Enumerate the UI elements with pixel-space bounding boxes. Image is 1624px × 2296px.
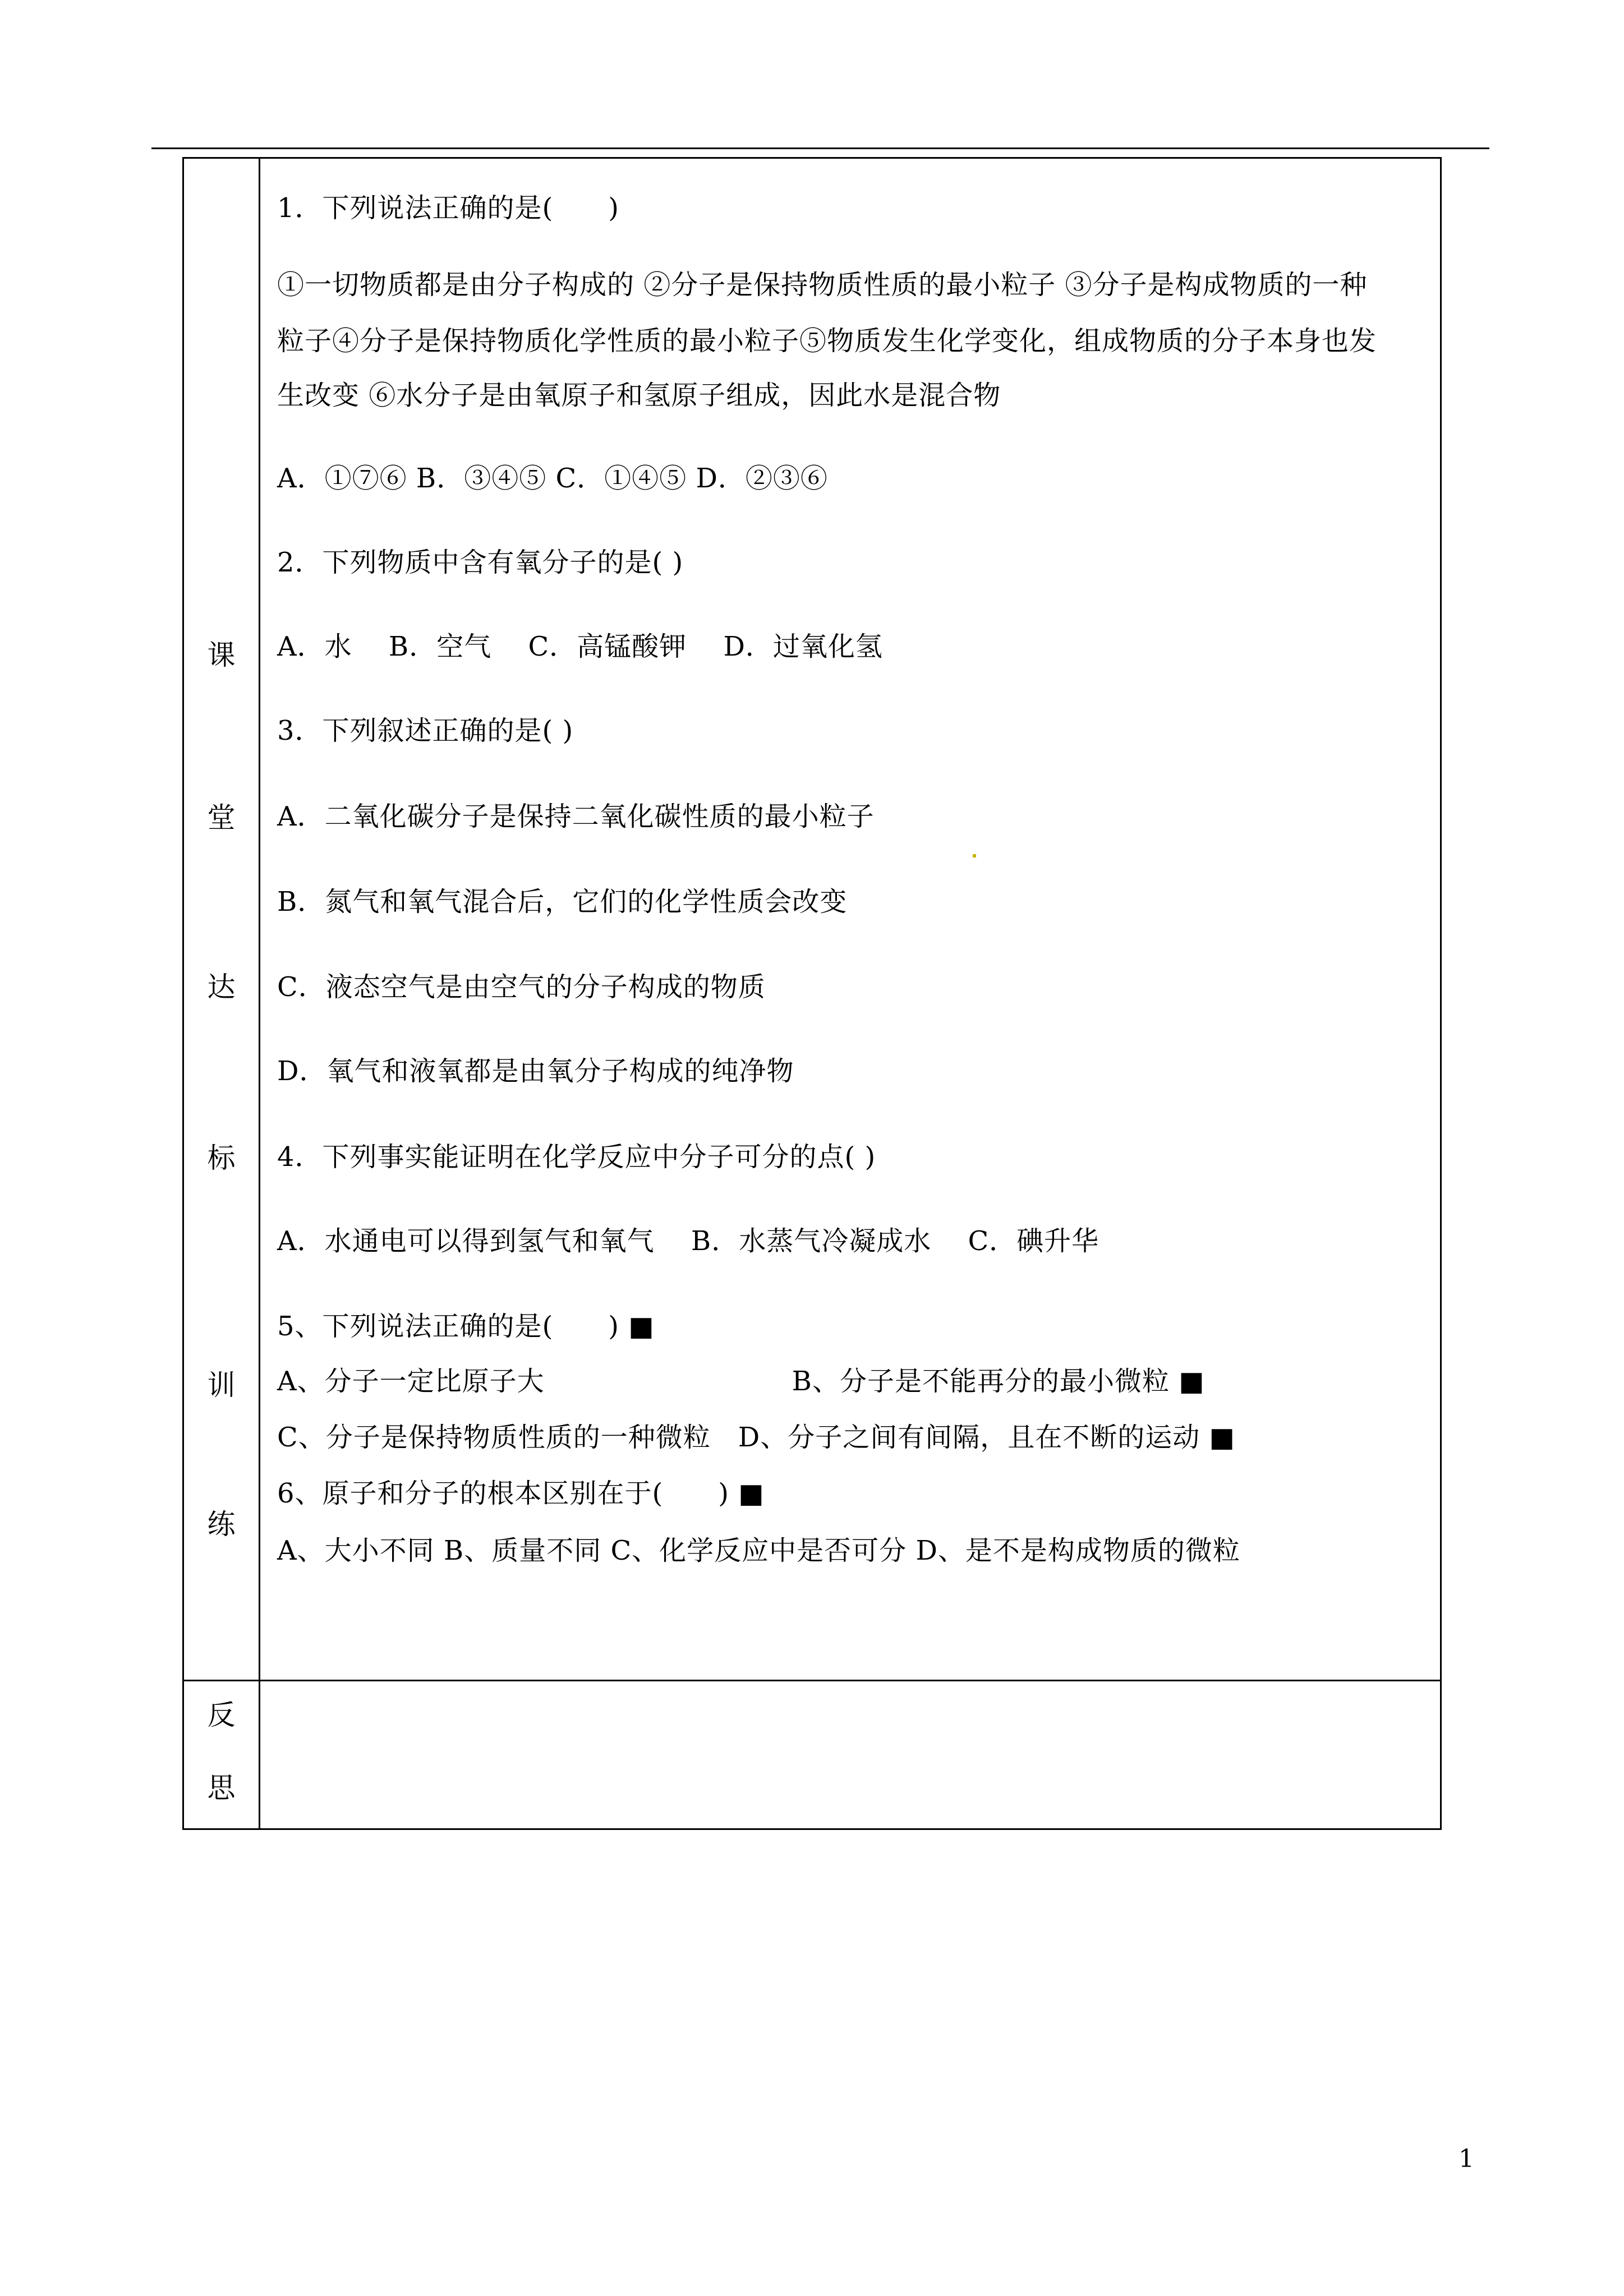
question-1-statements: 粒子④分子是保持物质化学性质的最小粒子⑤物质发生化学变化，组成物质的分子本身也发 [277,325,1377,357]
reflection-row [183,1681,1441,1829]
header-rule [151,147,1489,149]
question-3-option-b: B．氮气和氧气混合后，它们的化学性质会改变 [277,886,848,918]
question-3-stem: 3．下列叙述正确的是( ) [277,715,574,746]
practice-content-cell [260,158,1441,1681]
practice-row [183,158,1441,1681]
page-number: 1 [1459,2145,1474,2173]
question-5-options: A、分子一定比原子大 B、分子是不能再分的最小微粒 ■ [277,1366,1205,1397]
question-1-statements: ①一切物质都是由分子构成的 ②分子是保持物质性质的最小粒子 ③分子是构成物质的一种 [277,269,1368,301]
side-label-char: 达 [207,971,236,1003]
question-5-stem: 5、下列说法正确的是( ) ■ [277,1311,655,1342]
side-label-char: 课 [207,639,236,671]
question-1-statements: 生改变 ⑥水分子是由氧原子和氢原子组成，因此水是混合物 [277,380,1001,411]
side-label-char: 练 [207,1508,236,1541]
question-3-option-c: C．液态空气是由空气的分子构成的物质 [277,971,766,1003]
question-4-options: A．水通电可以得到氢气和氧气 B．水蒸气冷凝成水 C．碘升华 [277,1225,1099,1257]
side-label-char: 思 [207,1772,236,1804]
side-label-char: 堂 [207,801,236,834]
stray-dot-mark [973,854,976,857]
question-2-options: A．水 B．空气 C．高锰酸钾 D．过氧化氢 [277,631,883,662]
side-label-char: 反 [207,1699,236,1731]
question-1-stem: 1．下列说法正确的是( ) [277,192,619,224]
question-4-stem: 4．下列事实能证明在化学反应中分子可分的点( ) [277,1141,876,1173]
question-3-option-d: D．氧气和液氧都是由氧分子构成的纯净物 [277,1055,794,1087]
question-3-option-a: A．二氧化碳分子是保持二氧化碳性质的最小粒子 [277,801,875,832]
reflection-label-cell [183,1681,260,1829]
side-label-char: 训 [207,1369,236,1401]
practice-label-cell [183,158,260,1681]
question-1-options: A．①⑦⑥ B．③④⑤ C．①④⑤ D．②③⑥ [277,463,828,494]
worksheet-table [182,157,1442,1830]
question-6-options: A、大小不同 B、质量不同 C、化学反应中是否可分 D、是不是构成物质的微粒 [277,1535,1240,1566]
question-2-stem: 2．下列物质中含有氧分子的是( ) [277,547,684,578]
question-6-stem: 6、原子和分子的根本区别在于( ) ■ [277,1478,765,1509]
side-label-char: 标 [207,1142,236,1174]
reflection-content-cell [260,1681,1441,1829]
question-5-options: C、分子是保持物质性质的一种微粒 D、分子之间有间隔，且在不断的运动 ■ [277,1422,1235,1453]
